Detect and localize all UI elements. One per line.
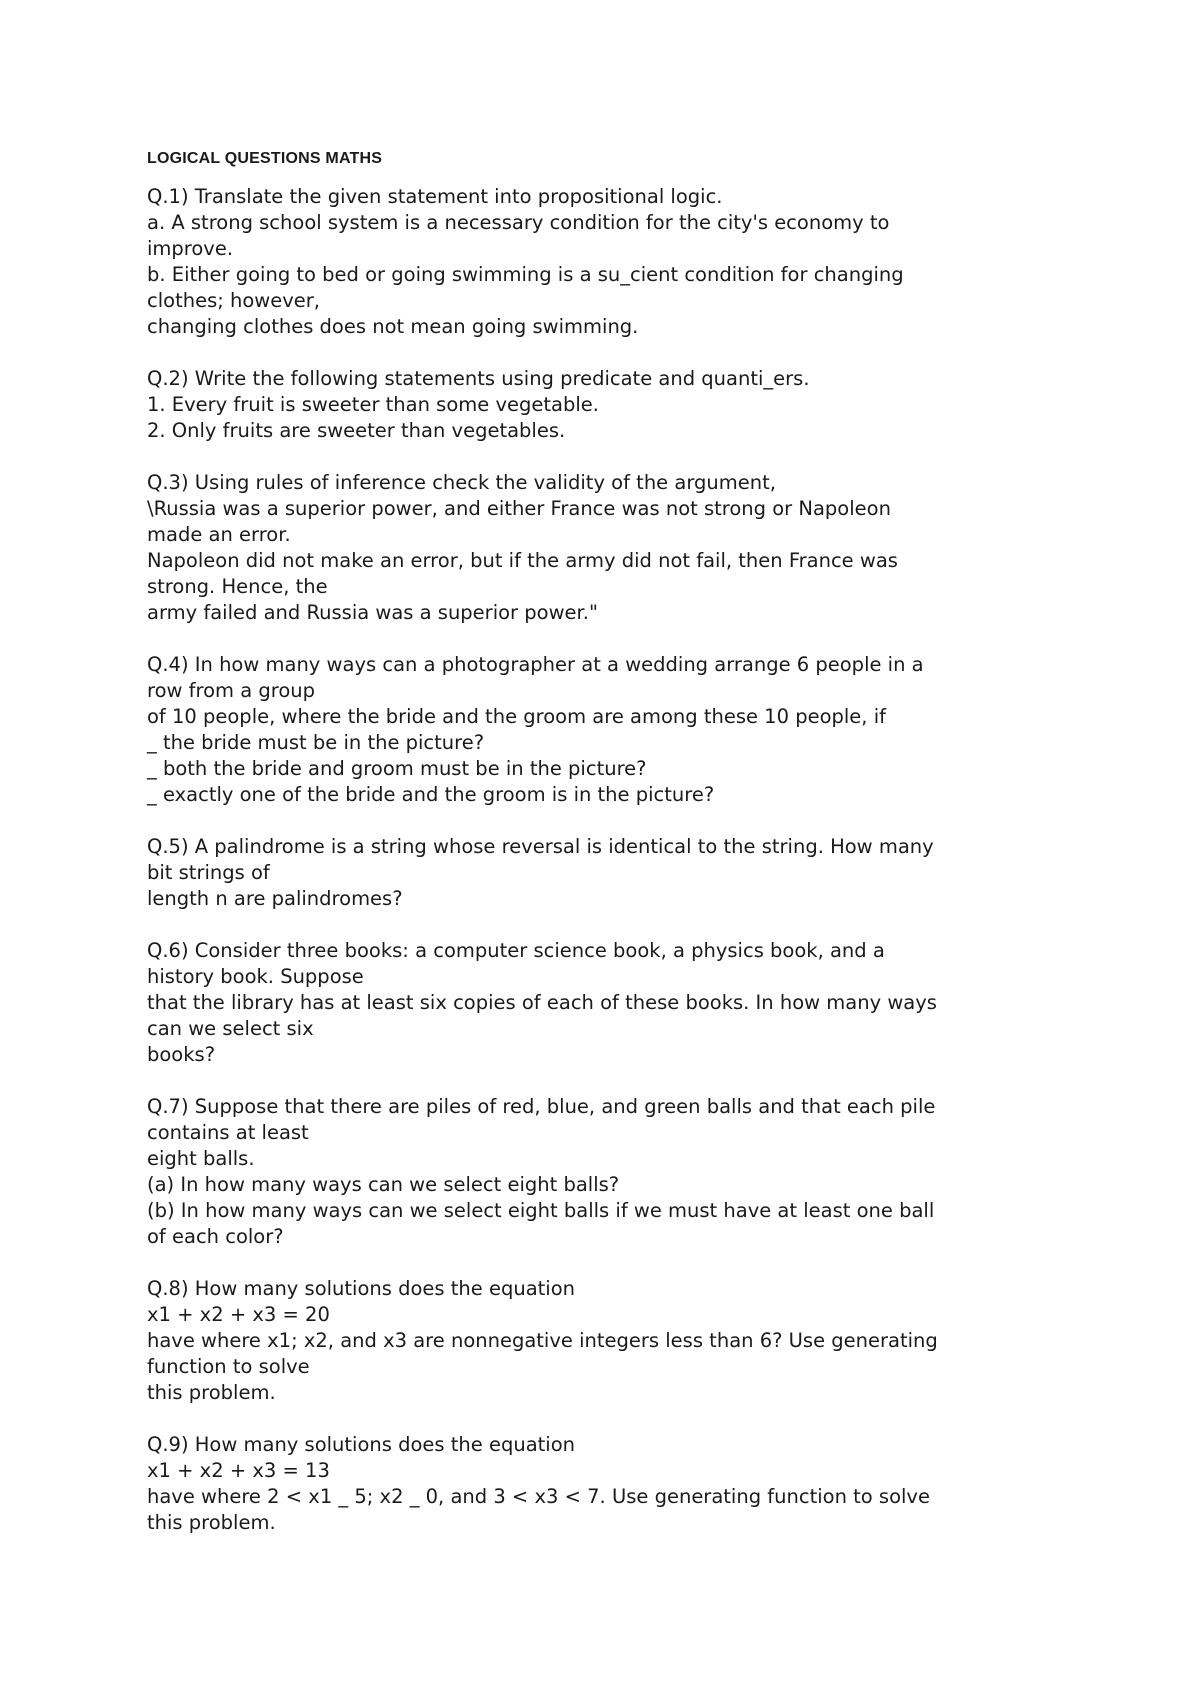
question-line: 2. Only fruits are sweeter than vegetables. <box>147 419 566 442</box>
question-line: strong. Hence, the <box>147 575 328 598</box>
question-5 <box>147 834 1077 912</box>
equation-line: x1 + x2 + x3 = 20 <box>147 1303 330 1326</box>
question-line: Q.3) Using rules of inference check the validity of the argument, <box>147 471 776 494</box>
equation-line: x1 + x2 + x3 = 13 <box>147 1459 330 1482</box>
question-line: have where x1; x2, and x3 are nonnegative integers less than 6? Use generating <box>147 1329 938 1352</box>
question-line: this problem. <box>147 1381 276 1404</box>
question-line: changing clothes does not mean going swimming. <box>147 315 639 338</box>
question-line: _ exactly one of the bride and the groom is in the picture? <box>147 783 715 806</box>
question-4 <box>147 652 1077 808</box>
question-line: this problem. <box>147 1511 276 1534</box>
question-8 <box>147 1276 1077 1406</box>
question-line: Napoleon did not make an error, but if the army did not fail, then France was <box>147 549 898 572</box>
question-line: \Russia was a superior power, and either France was not strong or Napoleon <box>147 497 891 520</box>
question-line: Q.2) Write the following statements using predicate and quanti_ers. <box>147 367 810 390</box>
question-2 <box>147 366 1077 444</box>
question-line: b. Either going to bed or going swimming is a su_cient condition for changing <box>147 263 904 286</box>
question-line: 1. Every fruit is sweeter than some vegetable. <box>147 393 599 416</box>
question-line: that the library has at least six copies of each of these books. In how many ways <box>147 991 937 1014</box>
question-line: Q.4) In how many ways can a photographer at a wedding arrange 6 people in a <box>147 653 924 676</box>
question-line: of each color? <box>147 1225 284 1248</box>
question-line: made an error. <box>147 523 291 546</box>
question-line: length n are palindromes? <box>147 887 403 910</box>
question-line: eight balls. <box>147 1147 255 1170</box>
document-page <box>147 150 1077 1562</box>
question-line: (a) In how many ways can we select eight balls? <box>147 1173 620 1196</box>
question-line: books? <box>147 1043 216 1066</box>
question-line: history book. Suppose <box>147 965 364 988</box>
question-line: of 10 people, where the bride and the groom are among these 10 people, if <box>147 705 886 728</box>
question-1 <box>147 184 1077 340</box>
question-line: contains at least <box>147 1121 309 1144</box>
question-9 <box>147 1432 1077 1536</box>
document-title: LOGICAL QUESTIONS MATHS <box>147 150 383 167</box>
question-line: clothes; however, <box>147 289 320 312</box>
question-6 <box>147 938 1077 1068</box>
question-line: _ the bride must be in the picture? <box>147 731 485 754</box>
question-line: Q.8) How many solutions does the equation <box>147 1277 576 1300</box>
question-line: Q.1) Translate the given statement into propositional logic. <box>147 185 723 208</box>
question-line: Q.7) Suppose that there are piles of red, blue, and green balls and that each pile <box>147 1095 936 1118</box>
question-line: _ both the bride and groom must be in the picture? <box>147 757 647 780</box>
question-line: row from a group <box>147 679 316 702</box>
question-line: army failed and Russia was a superior power." <box>147 601 598 624</box>
question-7 <box>147 1094 1077 1250</box>
question-line: Q.5) A palindrome is a string whose reversal is identical to the string. How many <box>147 835 934 858</box>
question-line: Q.6) Consider three books: a computer science book, a physics book, and a <box>147 939 885 962</box>
question-3 <box>147 470 1077 626</box>
question-line: bit strings of <box>147 861 270 884</box>
question-line: improve. <box>147 237 234 260</box>
question-line: Q.9) How many solutions does the equation <box>147 1433 576 1456</box>
question-line: a. A strong school system is a necessary condition for the city's economy to <box>147 211 890 234</box>
question-line: (b) In how many ways can we select eight balls if we must have at least one ball <box>147 1199 935 1222</box>
question-line: function to solve <box>147 1355 310 1378</box>
question-line: can we select six <box>147 1017 314 1040</box>
question-line: have where 2 < x1 _ 5; x2 _ 0, and 3 < x3 < 7. Use generating function to solve <box>147 1485 930 1508</box>
